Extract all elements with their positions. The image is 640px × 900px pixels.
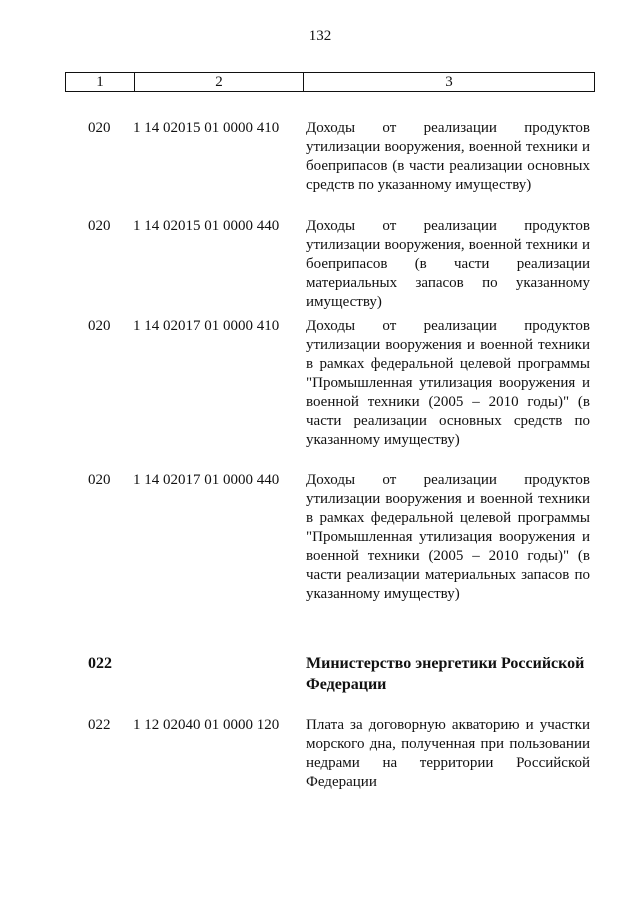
column-header-3: 3 bbox=[304, 73, 595, 92]
revenue-description: Доходы от реализации продуктов утилизации вооружения и военной техники в рамках федеральной целевой программы "Промышленная утилизация вооружения и военной техники (2005 – 2010 годы)" (в части реализации материальных запасов по указанному имуществу) bbox=[306, 472, 590, 602]
admin-code: 020 bbox=[88, 472, 111, 488]
revenue-description: Доходы от реализации продуктов утилизации вооружения, военной техники и боеприпасов (в части реализации материальных запасов по указанному имуществу) bbox=[306, 218, 590, 310]
admin-code: 022 bbox=[88, 717, 111, 733]
revenue-description: Доходы от реализации продуктов утилизации вооружения и военной техники в рамках федеральной целевой программы "Промышленная утилизация вооружения и военной техники (2005 – 2010 годы)" (в части реализации основных средств по указанному имуществу) bbox=[306, 318, 590, 448]
column-header-table bbox=[65, 72, 595, 92]
revenue-description: Плата за договорную акваторию и участки морского дна, полученная при пользовании недрами на территории Российской Федерации bbox=[306, 717, 590, 790]
ministry-name: Министерство энергетики Российской Федерации bbox=[306, 655, 585, 693]
admin-code: 022 bbox=[88, 655, 112, 672]
admin-code: 020 bbox=[88, 218, 111, 234]
admin-code: 020 bbox=[88, 120, 111, 136]
budget-classification-code: 1 14 02017 01 0000 410 bbox=[133, 318, 280, 334]
budget-classification-code: 1 14 02015 01 0000 410 bbox=[133, 120, 280, 136]
budget-classification-code: 1 12 02040 01 0000 120 bbox=[133, 717, 280, 733]
column-header-1: 1 bbox=[66, 73, 135, 92]
page-number: 132 bbox=[308, 28, 332, 44]
budget-classification-code: 1 14 02015 01 0000 440 bbox=[133, 218, 280, 234]
revenue-description: Доходы от реализации продуктов утилизации вооружения, военной техники и боеприпасов (в части реализации основных средств по указанному имуществу) bbox=[306, 120, 590, 193]
budget-classification-code: 1 14 02017 01 0000 440 bbox=[133, 472, 280, 488]
column-header-2: 2 bbox=[135, 73, 304, 92]
admin-code: 020 bbox=[88, 318, 111, 334]
